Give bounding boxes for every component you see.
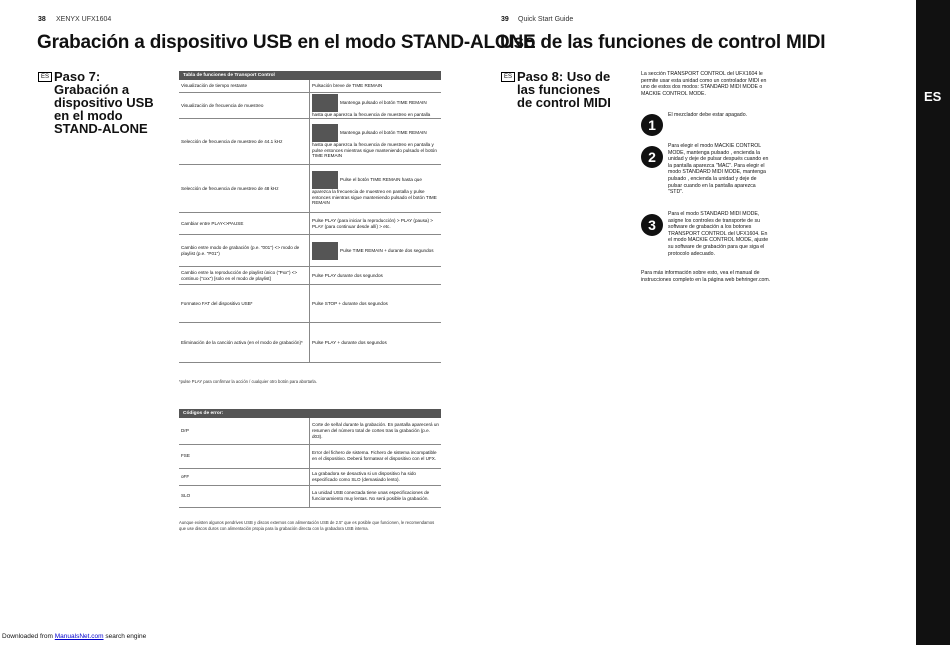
transport-row-action-cell	[310, 119, 442, 165]
transport-row-function: Selección de frecuencia de muestreo de 44.1 kHz	[179, 119, 310, 165]
transport-row-function: Eliminación de la canción activa (en el modo de grabación)*	[179, 323, 310, 363]
transport-row	[179, 165, 441, 213]
transport-row-action-cell	[310, 267, 442, 285]
error-description: La unidad USB conectada tiene unas especificaciones de funcionamiento muy lentas. No será posible la grabación.	[310, 485, 442, 507]
transport-row-action-cell	[310, 92, 442, 119]
error-table-body	[179, 418, 441, 508]
transport-row-function: Selección de frecuencia de muestreo de 48 kHz	[179, 165, 310, 213]
transport-row-function: Cambio entre modo de grabación (p.e. "001") <> modo de playlist (p.e. "P01")	[179, 235, 310, 267]
error-table-title: Códigos de error:	[179, 409, 441, 418]
error-row	[179, 444, 441, 468]
transport-row	[179, 267, 441, 285]
transport-row-action: Mantenga pulsado el botón TIME REMAIN hasta que aparezca la frecuencia de muestreo en pantalla	[312, 99, 431, 117]
intro-text: La sección TRANSPORT CONTROL del UFX1604 le permite usar esta unidad como un controlador MIDI en uno de estos dos modos: STANDARD MIDI MODE o MACKIE CONTROL MODE.	[641, 71, 767, 97]
footnote: *pulse PLAY para confirmar la acción / cualquier otro botón para abortarla.	[179, 379, 317, 384]
running-header-right: Quick Start Guide	[518, 16, 574, 23]
footer-suffix: search engine	[105, 633, 147, 640]
transport-row-action: Pulsación breve de TIME REMAIN	[312, 82, 383, 88]
transport-row-function: Cambio entre la reproducción de playlist único ("Pxx") <> continuo ("cxx") [solo en el modo de playlist]	[179, 267, 310, 285]
error-code: SLO	[179, 485, 310, 507]
error-description: Corte de señal durante la grabación. En pantalla aparecerá un resumen del número total de cortes tras la grabación (p.e. d03).	[310, 418, 442, 444]
language-badge-left: ES	[38, 72, 52, 82]
transport-row-action-cell	[310, 285, 442, 323]
side-tab-label: ES	[924, 89, 948, 104]
transport-table-body	[179, 80, 441, 363]
error-code: oFF	[179, 468, 310, 485]
transport-row	[179, 92, 441, 119]
footer-prefix: Downloaded from	[2, 633, 53, 640]
display-icon	[312, 124, 338, 142]
error-row	[179, 418, 441, 444]
transport-row-action: Pulse el botón TIME REMAIN hasta que aparezca la frecuencia de muestreo en pantalla y pulse entonces mientras sigue manteniendo pulsado el botón TIME REMAIN	[312, 177, 437, 206]
transport-row-action-cell	[310, 235, 442, 267]
transport-row-action: Pulse PLAY durante dos segundos	[312, 272, 383, 278]
step-2-circle: 2	[641, 146, 663, 168]
transport-row-action: Pulse PLAY + durante dos segundos	[312, 339, 387, 345]
step-heading-left: Paso 7: Grabación a dispositivo USB en el modo STAND-ALONE	[54, 69, 154, 136]
transport-table-title: Tabla de funciones de Transport Control	[179, 71, 441, 80]
transport-row	[179, 235, 441, 267]
error-table	[179, 409, 441, 508]
transport-row-action: Pulse STOP + durante dos segundos	[312, 300, 388, 306]
page-number-right: 39	[501, 16, 509, 23]
bottom-note: Aunque existen algunos pendrives USB y discos externos con alimentación USB de 2.5" que es posible que funcionen, le recomendamos que use discos duros con alimentación propia para la grabación directa con la grabadora USB interna.	[179, 520, 435, 531]
transport-row	[179, 285, 441, 323]
transport-row	[179, 213, 441, 235]
transport-row-action-cell	[310, 213, 442, 235]
step-3-text: Para el modo STANDARD MIDI MODE, asigne los controles de transporte de su software de grabación a los botones TRANSPORT CONTROL del UFX1604. En el modo MACKIE CONTROL MODE, ajuste su software de grabación para que siga el protocolo adecuado.	[668, 211, 769, 257]
transport-row-function: Visualización de frecuencia de muestreo	[179, 92, 310, 119]
language-badge-right: ES	[501, 72, 515, 82]
transport-row-function: Cambiar entre PLAY<>PAUSE	[179, 213, 310, 235]
transport-row-action: Pulse TIME REMAIN + durante dos segundos	[340, 247, 434, 253]
display-icon	[312, 171, 338, 189]
transport-row-action: Pulse PLAY (para iniciar la reproducción) > PLAY (pausa) > PLAY (para continuar desde allí) > etc.	[312, 218, 433, 229]
transport-row	[179, 323, 441, 363]
transport-row-action-cell	[310, 80, 442, 92]
error-code: DrP	[179, 418, 310, 444]
transport-row-function: Visualización de tiempo restante	[179, 80, 310, 92]
transport-row	[179, 119, 441, 165]
transport-row	[179, 80, 441, 92]
transport-row-function: Formateo FAT del dispositivo USB*	[179, 285, 310, 323]
page-number-left: 38	[38, 16, 46, 23]
error-description: Error del fichero de sistema. Fichero de sistema incompatible en el dispositivo. Deberá formatear el dispositivo con el UFX.	[310, 444, 442, 468]
running-header-left: XENYX UFX1604	[56, 16, 112, 23]
error-code: FSE	[179, 444, 310, 468]
error-description: La grabadora se desactiva si un dispositivo ha sido especificado como SLO (demasiado lento).	[310, 468, 442, 485]
display-icon	[312, 94, 338, 112]
footer	[2, 633, 146, 640]
transport-row-action: Mantenga pulsado el botón TIME REMAIN hasta que aparezca la frecuencia de muestreo en pantalla y pulse entonces mientras sigue manteniendo pulsado el botón TIME REMAIN	[312, 130, 437, 159]
step-1-text: El mezclador debe estar apagado.	[668, 112, 748, 118]
step-heading-right: Paso 8: Uso de las funciones de control MIDI	[517, 69, 611, 110]
step-1-circle: 1	[641, 114, 663, 136]
transport-row-action-cell	[310, 165, 442, 213]
step-3-circle: 3	[641, 214, 663, 236]
error-row	[179, 468, 441, 485]
display-icon	[312, 242, 338, 260]
step-2-text: Para elegir el modo MACKIE CONTROL MODE, mantenga pulsado , encienda la unidad y deje de pulsar después cuando en la pantalla aparezca "MAC". Para elegir el modo STANDARD MIDI MODE, mantenga pulsado , encienda la unidad y deje de pulsar cuando en la pantalla aparezca "STD".	[668, 143, 769, 196]
page-title-left: Grabación a dispositivo USB en el modo STAND-ALONE	[37, 32, 536, 53]
transport-row-action-cell	[310, 323, 442, 363]
page-title-right: Uso de las funciones de control MIDI	[500, 32, 826, 53]
footer-link[interactable]: ManualsNet.com	[54, 633, 104, 640]
outro-text: Para más información sobre esto, vea el manual de instrucciones completo en la página web behringer.com.	[641, 270, 771, 283]
error-row	[179, 485, 441, 507]
transport-table	[179, 71, 441, 363]
